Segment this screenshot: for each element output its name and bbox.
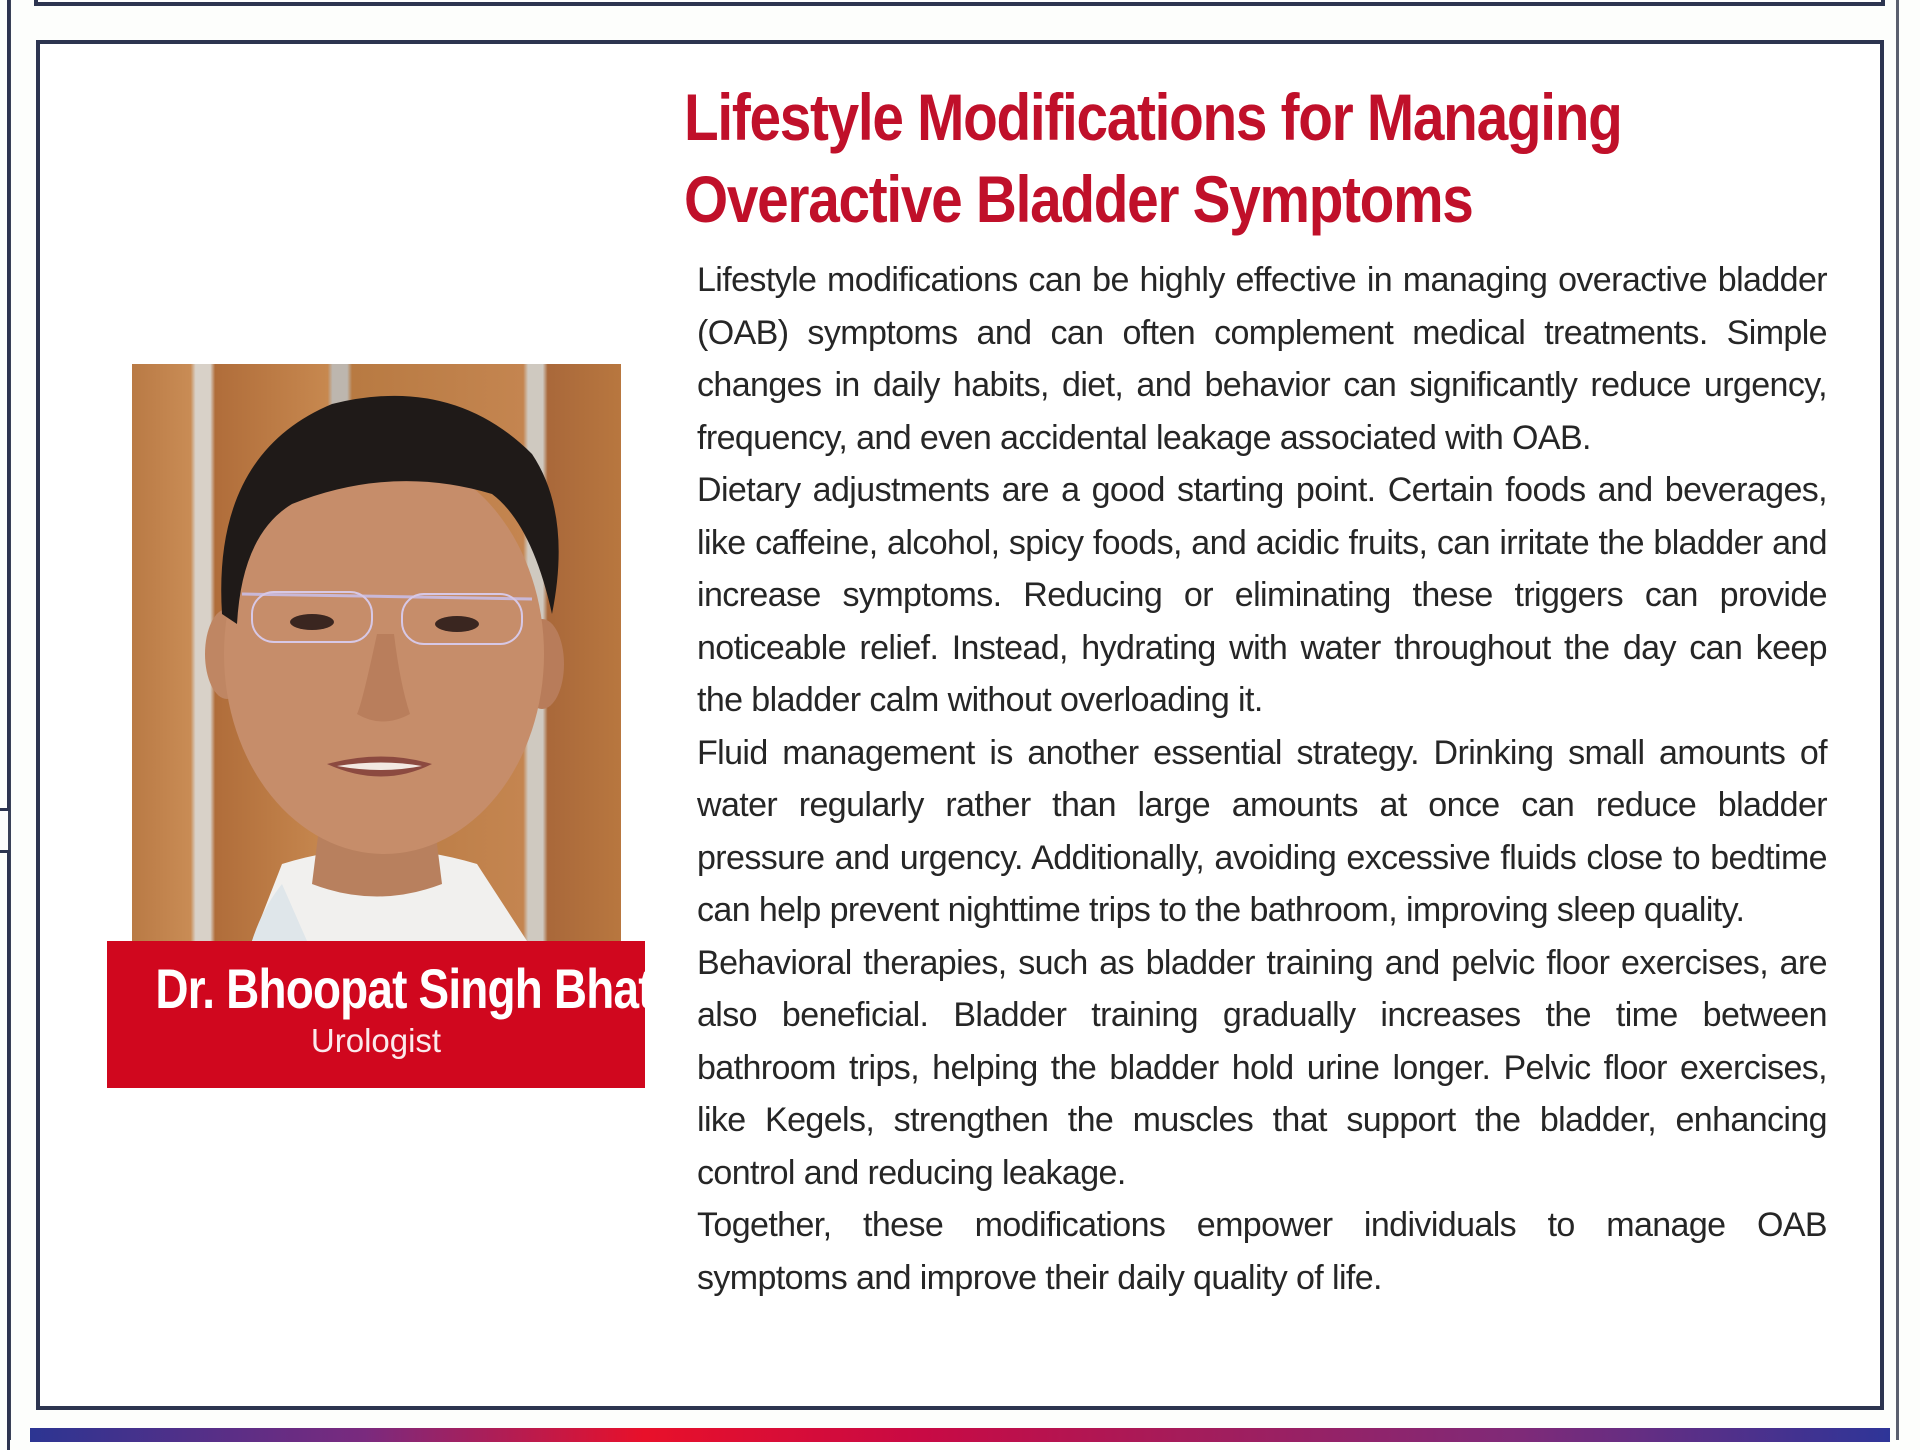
article-body	[697, 254, 1827, 1304]
adjacent-panel-edge-top	[0, 0, 10, 811]
previous-article-card-edge	[34, 0, 1885, 6]
article-title	[684, 76, 1699, 240]
author-role: Urologist	[310, 1022, 442, 1059]
author-photo	[132, 364, 621, 941]
author-nameplate	[107, 941, 665, 1088]
article-title-line-2: Overactive Bladder Symptoms	[684, 162, 1473, 236]
adjacent-panel-edge-bottom	[0, 850, 10, 1450]
body-paragraph-fluids: Fluid management is another essential strategy. Drinking small amounts of water regularly rather than large amounts at once can reduce bladder pressure and urgency. Additionally, avoiding excessive fluids close to bedtime can help prevent nighttime trips to the bathroom, improving sleep quality.	[697, 733, 1827, 929]
article-title-line-1: Lifestyle Modifications for Managing	[684, 80, 1622, 154]
article-card	[36, 40, 1884, 1410]
body-paragraph-diet: Dietary adjustments are a good starting point. Certain foods and beverages, like caffeine, alcohol, spicy foods, and acidic fruits, can irritate the bladder and increase symptoms. Reducing or eliminating these triggers can provide noticeable relief. Instead, hydrating with water throughout the day can keep the bladder calm without overloading it.	[697, 471, 1827, 719]
page-outer-right-rule	[1896, 0, 1899, 1440]
body-paragraph-conclusion: Together, these modifications empower individuals to manage OAB symptoms and improve their daily quality of life.	[697, 1206, 1827, 1297]
author-name: Dr. Bhoopat Singh Bhati	[155, 957, 665, 1020]
body-paragraph-intro: Lifestyle modifications can be highly effective in managing overactive bladder (OAB) symptoms and can often complement medical treatments. Simple changes in daily habits, diet, and behavior can significantly reduce urgency, frequency, and even accidental leakage associated with OAB.	[697, 261, 1827, 457]
body-paragraph-behavioral: Behavioral therapies, such as bladder training and pelvic floor exercises, are also beneficial. Bladder training gradually increases the time between bathroom trips, helping the bladder hold urine longer. Pelvic floor exercises, like Kegels, strengthen the muscles that support the bladder, enhancing control and reducing leakage.	[697, 943, 1827, 1192]
person-portrait-icon	[132, 364, 621, 941]
